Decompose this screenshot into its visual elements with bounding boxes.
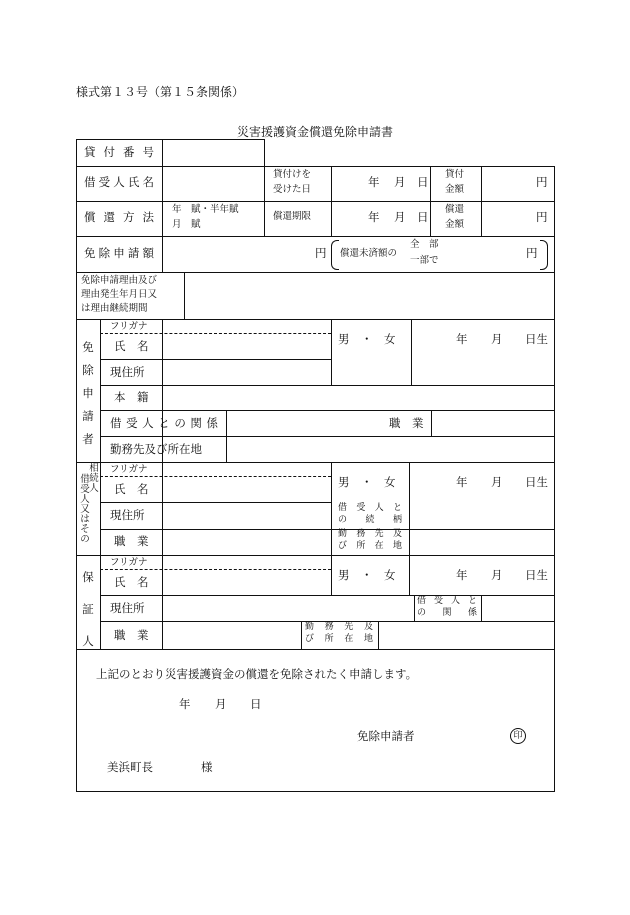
furigana-separator [100,333,331,334]
loan-amount-label-line2: 金額 [445,184,465,195]
applicant-name-label: 氏 名 [114,339,149,353]
applicant-workplace-label: 勤務先及び所在地 [110,442,202,456]
heir-address-label: 現住所 [110,508,145,522]
unpaid-amount-label: 償還未済額の [340,248,398,259]
mayor-addressee: 美浜町長 [107,760,153,774]
guarantor-address-field[interactable] [164,596,413,620]
unpaid-amount-yen: 円 [526,246,538,260]
guarantor-birth-day: 日生 [525,568,548,582]
heir-occupation-label: 職 業 [114,534,149,548]
loan-date-label-line2: 受けた日 [273,184,312,195]
heir-workplace-label-line2: び所在地 [338,541,402,551]
rule [76,166,555,167]
application-statement: 上記のとおり災害援護資金の償還を免除されたく申請します。 [96,667,418,681]
rule [162,462,163,649]
applicant-sex[interactable]: 男 ・ 女 [338,332,396,346]
exemption-amount-label: 免除申請額 [84,246,154,260]
rule [76,201,555,202]
applicant-birth-month: 月 [491,332,503,346]
guarantor-furigana-label: フリガナ [110,557,148,568]
heir-birth-year: 年 [456,475,468,489]
rule [76,791,555,792]
loan-amount-yen: 円 [536,175,548,189]
applicant-occupation-label: 職 業 [389,416,424,430]
deadline-day: 日 [417,210,429,224]
honorific: 様 [201,760,213,774]
applicant-address-field[interactable] [164,360,553,384]
loan-date-year: 年 [368,175,380,189]
rule [264,166,265,236]
heir-occupation-field[interactable] [164,530,330,554]
guarantor-birth-month: 月 [491,568,503,582]
heir-birth-month: 月 [491,475,503,489]
deadline-month: 月 [394,210,406,224]
rule [378,621,379,649]
rule [301,621,302,649]
heir-section-label-col1: 借 受 人 又 は そ の [80,474,90,545]
borrower-name-field[interactable] [163,167,263,200]
repayment-amount-label-line2: 金額 [445,219,465,230]
rule [76,236,555,237]
applicant-signature-label: 免除申請者 [357,729,415,743]
rule [414,595,415,621]
loan-date-label-line1: 貸付けを [273,169,312,180]
rule [481,595,482,621]
rule [76,649,555,650]
heir-sex[interactable]: 男 ・ 女 [338,475,396,489]
deadline-year: 年 [368,210,380,224]
option-part[interactable]: 一部で [410,255,439,266]
heir-relation-label-line2: の続柄 [338,515,402,525]
reason-label-line2: 理由発生年月日又 [81,289,158,300]
guarantor-relation-label-line1: 借受人と [417,596,477,606]
guarantor-occupation-label: 職 業 [114,628,149,642]
method-option-monthly[interactable]: 月 賦 [172,219,201,230]
right-brace [540,240,548,270]
loan-amount-label-line1: 貸付 [445,169,465,180]
applicant-birth-day: 日生 [525,332,548,346]
applicant-relation-label: 借受人との関係 [110,416,218,430]
rule [76,462,555,463]
rule [431,410,432,436]
heir-workplace-label-line1: 勤務先及 [338,529,402,539]
applicant-workplace-field[interactable] [228,437,553,461]
guarantor-workplace-label-line1: 勤務先及 [305,622,373,632]
guarantor-sex[interactable]: 男 ・ 女 [338,568,396,582]
application-date-day: 日 [250,697,262,711]
heir-furigana-label: フリガナ [110,464,148,475]
rule [554,166,555,792]
applicant-birth-year: 年 [456,332,468,346]
repayment-amount-label-line1: 償還 [445,204,465,215]
applicant-domicile-label: 本 籍 [114,390,149,404]
applicant-occupation-field[interactable] [433,411,553,435]
seal-mark-icon: 印 [510,728,526,744]
application-date-month: 月 [215,697,227,711]
reason-label-line3: は理由継続期間 [81,303,148,314]
rule [409,462,410,555]
document-title: 災害援護資金償還免除申請書 [236,125,393,139]
loan-date-day: 日 [417,175,429,189]
rule [226,410,227,462]
rule [331,555,332,595]
loan-number-field[interactable] [163,140,263,165]
rule [76,555,555,556]
rule [184,272,185,319]
guarantor-workplace-label-line2: び所在地 [305,634,373,644]
borrower-name-label: 借受人氏名 [84,175,154,189]
furigana-separator [100,569,331,570]
guarantor-name-label: 氏 名 [114,575,149,589]
rule [162,319,163,462]
repayment-deadline-label: 償還期限 [273,211,312,222]
guarantor-section-label: 保 証 人 [82,570,94,648]
applicant-furigana-label: フリガナ [110,321,148,332]
applicant-name-field[interactable] [164,335,330,358]
heir-name-field[interactable] [164,478,330,501]
repayment-amount-yen: 円 [536,210,548,224]
rule [430,166,431,236]
loan-number-label: 貸付番号 [84,145,154,159]
heir-workplace-field[interactable] [411,530,553,554]
left-brace [331,240,339,270]
application-form-table [76,139,555,792]
heir-name-label: 氏 名 [114,482,149,496]
guarantor-occupation-field[interactable] [164,622,300,648]
guarantor-name-field[interactable] [164,571,330,594]
guarantor-address-label: 現住所 [110,601,145,615]
reason-label-line1: 免除申請理由及び [81,275,158,286]
heir-relation-label-line1: 借受人と [338,503,402,513]
rule [331,462,332,555]
rule [76,139,77,792]
method-option-annual[interactable]: 年 賦・半年賦 [172,204,239,215]
heir-birth-day: 日生 [525,475,548,489]
application-date-year: 年 [179,697,191,711]
guarantor-relation-field[interactable] [483,596,553,620]
applicant-domicile-field[interactable] [164,386,553,409]
form-number-label: 様式第１３号（第１５条関係） [76,85,245,99]
loan-date-month: 月 [394,175,406,189]
furigana-separator [100,476,331,477]
guarantor-relation-label-line2: の関係 [417,608,477,618]
applicant-address-label: 現住所 [110,365,145,379]
repayment-method-label: 償還方法 [84,210,154,224]
heir-section-label-col2: 相 続 人 [89,463,99,494]
reason-field[interactable] [186,273,553,318]
applicant-section-label: 免 除 申 請 者 [82,340,94,446]
rule [331,166,332,236]
option-all[interactable]: 全 部 [410,239,439,250]
guarantor-workplace-field[interactable] [380,622,553,648]
guarantor-birth-year: 年 [456,568,468,582]
rule [481,166,482,236]
exemption-amount-yen: 円 [315,246,327,260]
rule [264,139,265,166]
heir-address-field[interactable] [164,503,330,528]
rule [76,319,555,320]
heir-relation-field[interactable] [411,503,553,528]
exemption-amount-field[interactable] [163,237,313,271]
rule [409,555,410,595]
